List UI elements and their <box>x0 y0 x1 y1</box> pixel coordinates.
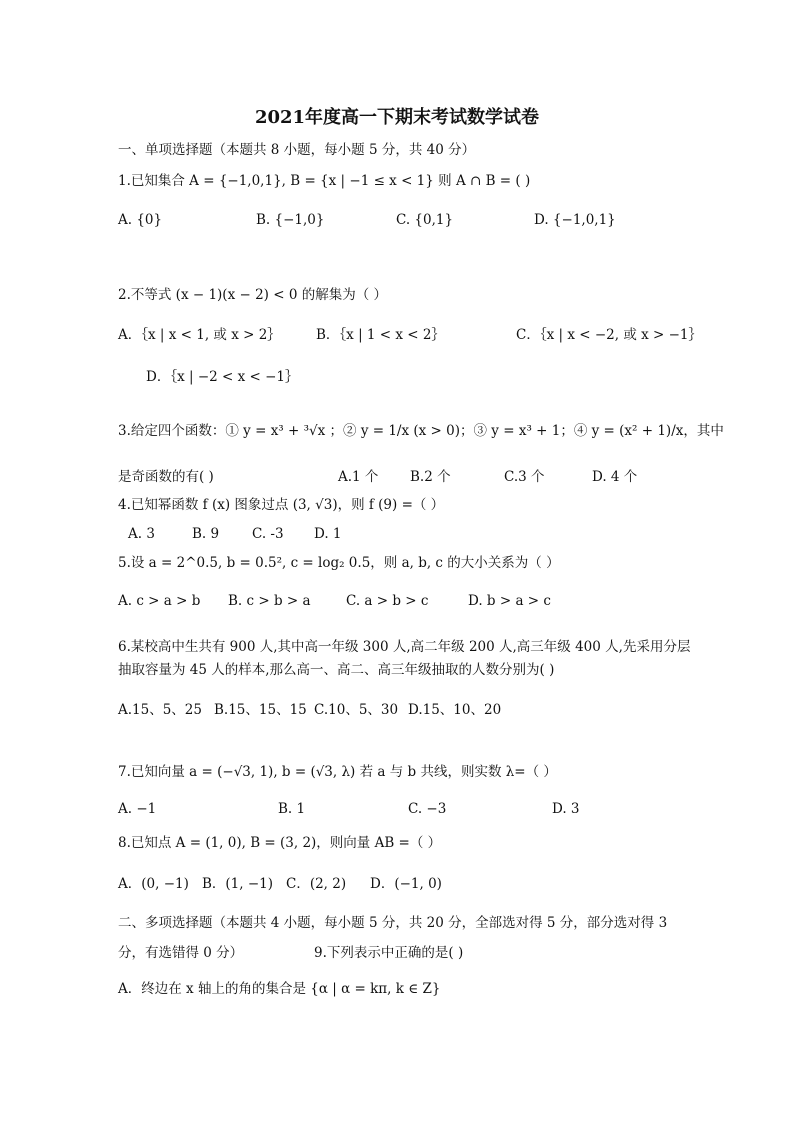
q8-option-c[interactable]: C．(2, 2) <box>286 876 347 892</box>
q4-option-c[interactable]: C. -3 <box>252 526 284 542</box>
q8-option-d[interactable]: D．(−1, 0) <box>370 876 442 892</box>
q6-option-a[interactable]: A.15、5、25 <box>118 702 202 718</box>
q3-option-b[interactable]: B.2 个 <box>410 469 451 485</box>
question-6-stem: 6.某校高中生共有 900 人,其中高一年级 300 人,高二年级 200 人,高三年级 400 人,先采用分层 <box>118 639 691 655</box>
question-5-stem: 5.设 a = 2^0.5, b = 0.5², c = log₂ 0.5，则 a, b, c 的大小关系为（ ） <box>118 555 560 571</box>
section-2-header-continued: 分，有选错得 0 分） <box>118 945 244 961</box>
q2-option-c[interactable]: C．｛x | x < −2, 或 x > −1｝ <box>516 327 703 343</box>
q3-stem-continued: 是奇函数的有( ) <box>118 469 214 485</box>
q5-option-a[interactable]: A. c > a > b <box>118 593 201 609</box>
question-1-stem: 1.已知集合 A = {−1,0,1}, B = {x | −1 ≤ x < 1} 则 A ∩ B = ( ) <box>118 173 531 189</box>
question-2-stem: 2.不等式 (x − 1)(x − 2) < 0 的解集为（ ） <box>118 287 387 303</box>
question-3-stem: 3.给定四个函数：① y = x³ + ³√x ；② y = 1/x (x > 0)；③ y = x³ + 1；④ y = (x² + 1)/x，其中 <box>118 423 724 439</box>
q8-option-b[interactable]: B．(1, −1) <box>202 876 274 892</box>
q6-option-c[interactable]: C.10、5、30 <box>314 702 399 718</box>
question-8-stem: 8.已知点 A = (1, 0), B = (3, 2)，则向量 AB =（ ） <box>118 835 442 851</box>
q2-option-a[interactable]: A．｛x | x < 1, 或 x > 2｝ <box>118 327 281 343</box>
question-7-stem: 7.已知向量 a = (−√3, 1), b = (√3, λ) 若 a 与 b 共线，则实数 λ=（ ） <box>118 764 557 780</box>
q7-option-c[interactable]: C. −3 <box>408 801 447 817</box>
q9-option-a[interactable]: A．终边在 x 轴上的角的集合是 {α | α = kπ, k ∈ Z} <box>118 981 441 997</box>
q3-option-a[interactable]: A.1 个 <box>338 469 379 485</box>
q7-option-d[interactable]: D. 3 <box>552 801 580 817</box>
q1-option-d[interactable]: D. {−1,0,1} <box>534 212 616 228</box>
q2-option-b[interactable]: B．｛x | 1 < x < 2｝ <box>316 327 445 343</box>
q1-option-c[interactable]: C. {0,1} <box>396 212 454 228</box>
q1-option-b[interactable]: B. {−1,0} <box>256 212 325 228</box>
q3-option-d[interactable]: D. 4 个 <box>592 469 638 485</box>
q8-option-a[interactable]: A．(0, −1) <box>118 876 189 892</box>
q6-option-d[interactable]: D.15、10、20 <box>408 702 502 718</box>
q4-option-b[interactable]: B. 9 <box>192 526 220 542</box>
q3-option-c[interactable]: C.3 个 <box>504 469 545 485</box>
section-2-header: 二、多项选择题（本题共 4 小题，每小题 5 分，共 20 分，全部选对得 5 分，部分选对得 3 <box>118 915 668 931</box>
q5-option-c[interactable]: C. a > b > c <box>346 593 429 609</box>
q4-option-a[interactable]: A. 3 <box>128 526 155 542</box>
question-4-stem: 4.已知幂函数 f (x) 图象过点 (3, √3)，则 f (9) =（ ） <box>118 497 445 513</box>
q7-option-b[interactable]: B. 1 <box>278 801 306 817</box>
section-1-header: 一、单项选择题（本题共 8 小题，每小题 5 分，共 40 分） <box>118 142 476 158</box>
q7-option-a[interactable]: A. −1 <box>118 801 157 817</box>
q5-option-b[interactable]: B. c > b > a <box>228 593 311 609</box>
exam-title: 2021年度高一下期末考试数学试卷 <box>254 107 540 128</box>
question-9-stem: 9.下列表示中正确的是( ) <box>314 945 464 961</box>
question-6-stem-continued: 抽取容量为 45 人的样本,那么高一、高二、高三年级抽取的人数分别为( ) <box>118 662 555 678</box>
q2-option-d[interactable]: D．｛x | −2 < x < −1｝ <box>146 369 299 385</box>
q6-option-b[interactable]: B.15、15、15 <box>214 702 307 718</box>
q5-option-d[interactable]: D. b > a > c <box>468 593 551 609</box>
q4-option-d[interactable]: D. 1 <box>314 526 342 542</box>
q1-option-a[interactable]: A. {0} <box>118 212 163 228</box>
